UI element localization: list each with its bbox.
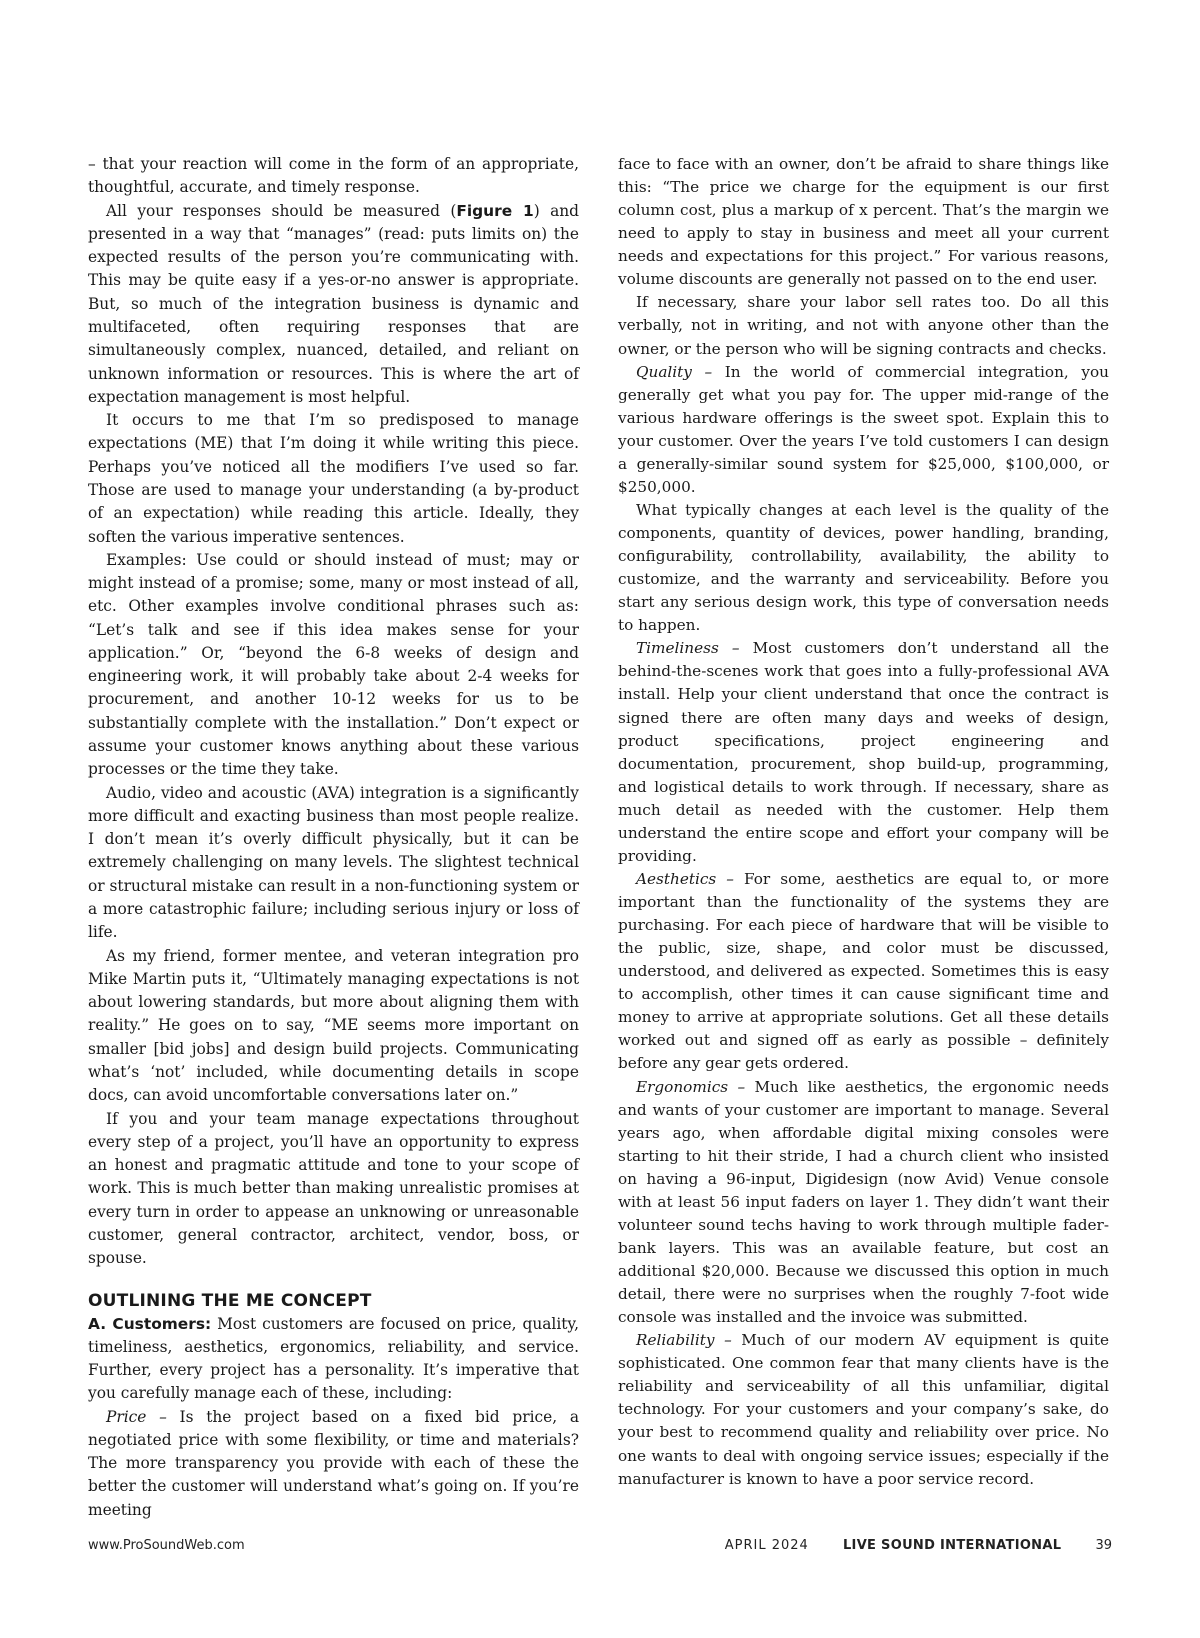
run-in-label: Reliability – [636,1331,732,1350]
paragraph [88,1406,579,1522]
figure-reference: Figure 1 [456,201,534,220]
paragraph: If you and your team manage expectations throughout every step of a project, you’ll have an opportunity to express an honest and pragmatic attitude and tone to your scope of work. This is much better than making unrealistic promises at every turn in order to appease an unknowing or unreasonable customer, general contractor, architect, vendor, boss, or spouse. [88,1109,579,1268]
paragraph: What typically changes at each level is the quality of the components, quantity of devices, power handling, branding, configurability, controllability, availability, the ability to customize, and the warranty and serviceability. Before you start any serious design work, this type of conversation needs to happen. [618,500,1109,635]
text-run: Much of our modern AV equipment is quite sophisticated. One common fear that many clients have is the reliability and serviceability of all this unfamiliar, digital technology. For your customers and your company’s sake, do your best to recommend quality and reliability over price. No one wants to deal with ongoing service issues; especially if the manufacturer is known to have a poor service record. [618,1331,1110,1488]
paragraph [618,868,1109,1076]
paragraph: Audio, video and acoustic (AVA) integration is a significantly more difficult and exacting business than most people realize. I don’t mean it’s overly difficult physically, but it can be extremely challenging on many levels. The slightest technical or structural mistake can result in a non-functioning system or a more catastrophic failure; including serious injury or loss of life. [88,783,579,942]
text-run: For some, aesthetics are equal to, or more important than the functionality of the systems they are purchasing. For each piece of hardware that will be visible to the public, size, shape, and color must be discussed, understood, and delivered as expected. Sometimes this is easy to accomplish, other times it can cause significant time and money to arrive at appropriate solutions. Get all these details worked out and signed off as early as possible – definitely before any gear gets ordered. [618,869,1109,1073]
paragraph: If necessary, share your labor sell rates too. Do all this verbally, not in writing, and not with anyone other than the owner, or the person who will be signing contracts and checks. [618,293,1109,358]
run-in-label: Aesthetics – [636,869,734,888]
text-run: Most customers don’t understand all the behind-the-scenes work that goes into a fully-professional AVA install. Help your client understand that once the contract is signed there are often many days and weeks of design, product specifications, project engineering and documentation, procurement, shop build-up, programming, and logistical details to work through. If necessary, share as much detail as needed with the customer. Help them understand the entire scope and effort your company will be providing. [618,639,1109,865]
text-run: Is the project based on a fixed bid price, a negotiated price with some flexibility, or time and materials? The more transparency you provide with each of these the better the customer will understand what’s going on. If you’re meeting [88,1407,579,1519]
right-column [618,153,1109,1491]
paragraph: – that your reaction will come in the form of an appropriate, thoughtful, accurate, and timely response. [88,155,579,197]
paragraph [88,200,579,410]
paragraph [618,1076,1109,1330]
magazine-name: LIVE SOUND INTERNATIONAL [842,1538,1062,1553]
paragraph: Examples: Use could or should instead of must; may or might instead of a promise; some, many or most instead of all, etc. Other examples involve conditional phrases such as: “Let’s talk and see if this idea makes sense for your application.” Or, “beyond the 6-8 weeks of design and engineering work, it will probably take about 2-4 weeks for procurement, and another 10-12 weeks for us to be substantially complete with the installation.” Don’t expect or assume your customer knows anything about these various processes or the time they take. [88,550,579,779]
run-in-label: A. Customers: [88,1314,212,1333]
text-run: ) and presented in a way that “manages” (read: puts limits on) the expected results of the person you’re communicating with. This may be quite easy if a yes-or-no answer is appropriate. But, so much of the integration business is dynamic and multifaceted, often requiring responses that are simultaneously complex, nuanced, detailed, and reliant on unknown information or resources. This is where the art of expectation management is most helpful. [88,201,580,406]
website-link[interactable]: www.ProSoundWeb.com [88,1538,245,1553]
paragraph: As my friend, former mentee, and veteran integration pro Mike Martin puts it, “Ultimately managing expectations is not about lowering standards, but more about aligning them with reality.” He goes on to say, “ME seems more important on smaller [bid jobs] and design build projects. Communicating what’s ‘not’ included, while documenting details in scope docs, can avoid uncomfortable conversations later on.” [88,946,579,1105]
paragraph [88,1313,579,1406]
run-in-label: Price – [106,1407,167,1426]
footer-meta [695,1538,1112,1553]
page-number: 39 [1095,1538,1112,1553]
issue-date: APRIL 2024 [724,1538,809,1553]
text-run: Most customers are focused on price, quality, timeliness, aesthetics, ergonomics, reliability, and service. Further, every project has a personality. It’s imperative that you carefully manage each of these, including: [88,1314,579,1403]
run-in-label: Quality – [636,362,713,381]
text-run: Much like aesthetics, the ergonomic needs and wants of your customer are important to manage. Several years ago, when affordable digital mixing consoles were starting to hit their stride, I had a church client who insisted on having a 96-input, Digidesign (now Avid) Venue console with at least 56 input faders on layer 1. They didn’t want their volunteer sound techs having to work through multiple fader-bank layers. This was an available feature, but cost an additional $20,000. Because we discussed this option in much detail, there were no surprises when the roughly 7-foot wide console was installed and the invoice was submitted. [618,1077,1109,1327]
paragraph [618,1329,1109,1490]
run-in-label: Ergonomics – [636,1077,746,1096]
paragraph: face to face with an owner, don’t be afraid to share things like this: “The price we charge for the equipment is our first column cost, plus a markup of x percent. That’s the margin we need to apply to stay in business and meet all your current needs and expectations for this project.” For various reasons, volume discounts are generally not passed on to the end user. [618,155,1109,289]
text-run: All your responses should be measured ( [106,201,457,220]
section-heading: OUTLINING THE ME CONCEPT [88,1290,372,1311]
paragraph [618,361,1109,499]
paragraph [618,637,1109,868]
left-column [88,153,579,1522]
paragraph: It occurs to me that I’m so predisposed to manage expectations (ME) that I’m doing it while writing this piece. Perhaps you’ve noticed all the modifiers I’ve used so far. Those are used to manage your understanding (a by-product of an expectation) while reading this article. Ideally, they soften the various imperative sentences. [88,411,579,546]
text-run: In the world of commercial integration, you generally get what you pay for. The upper mid-range of the various hardware offerings is the sweet spot. Explain this to your customer. Over the years I’ve told customers I can design a generally-similar sound system for $25,000, $100,000, or $250,000. [618,362,1110,496]
run-in-label: Timeliness – [636,639,740,658]
